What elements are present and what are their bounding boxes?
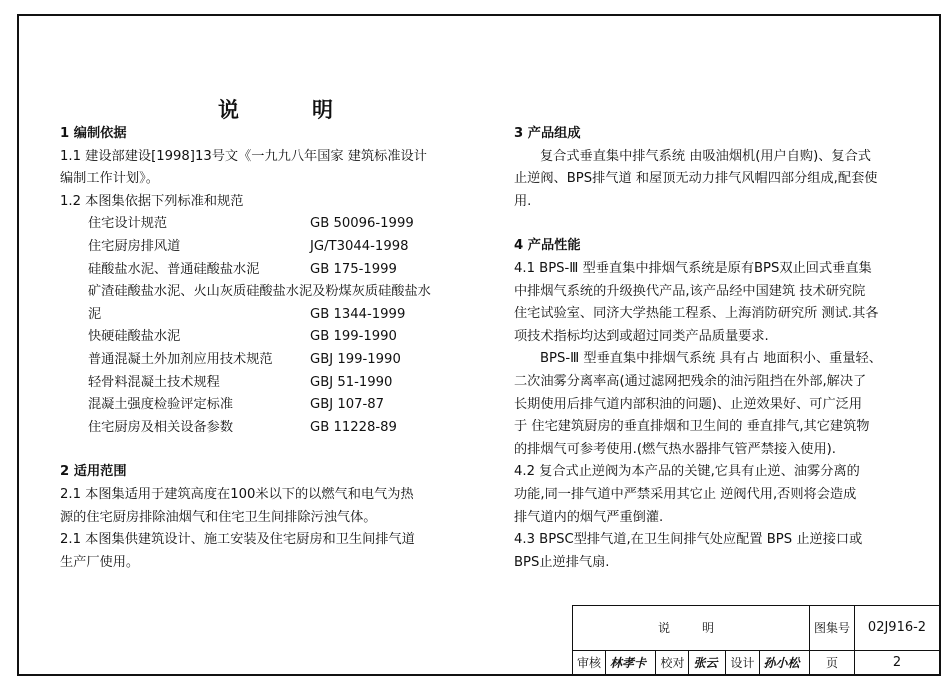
section-4-line: 4.1 BPS-Ⅲ 型垂直集中排烟气系统是原有BPS双止回式垂直集: [514, 260, 872, 276]
standard-name: 普通混凝土外加剂应用技术规范: [88, 351, 273, 367]
section-2-line: 源的住宅厨房排除油烟气和住宅卫生间排除污浊气体。: [60, 509, 377, 525]
item-1-1-line-1: 1.1 建设部建设[1998]13号文《一九九八年国家 建筑标准设计: [60, 148, 427, 164]
section-3-heading: 3 产品组成: [514, 126, 581, 141]
standard-name: 混凝土强度检验评定标准: [88, 397, 234, 413]
title-block: [572, 605, 940, 675]
design-label: 设计: [726, 650, 759, 674]
standard-row: [60, 304, 480, 327]
section-3-line: 用.: [514, 193, 532, 209]
standard-row: [60, 372, 480, 395]
standard-code: GB 199-1990: [310, 329, 397, 345]
standard-name: 矿渣硅酸盐水泥、火山灰质硅酸盐水泥及粉煤灰质硅酸盐水: [88, 284, 431, 300]
standard-code: GB 50096-1999: [310, 216, 414, 232]
item-4-2-line: 功能,同一排气道中严禁采用其它止 逆阀代用,否则将会造成: [514, 486, 857, 502]
standard-row: [60, 236, 480, 259]
standard-name: 泥: [88, 306, 102, 322]
standard-code: GB 175-1999: [310, 261, 397, 277]
section-3-line: 止逆阀、BPS排气道 和屋顶无动力排气风帽四部分组成,配套使: [514, 171, 878, 187]
section-4-para2-line: 长期使用后排气道内部积油的问题)、止逆效果好、可广泛用: [514, 396, 863, 412]
design-signature: 孙小松: [759, 650, 809, 674]
section-3-line: 复合式垂直集中排气系统 由吸油烟机(用户自购)、复合式: [540, 148, 871, 164]
standard-row: [60, 281, 480, 304]
standard-row: [60, 326, 480, 349]
section-1-heading: 1 编制依据: [60, 126, 127, 141]
page-number: 2: [855, 650, 940, 674]
section-4-para2-line: 的排烟气可参考使用.(燃气热水器排气管严禁接入使用).: [514, 441, 836, 457]
standard-name: 硅酸盐水泥、普通硅酸盐水泥: [88, 261, 260, 277]
page-title: 说 明: [218, 98, 359, 122]
item-1-1-line-2: 编制工作计划》。: [60, 171, 159, 187]
standard-row: [60, 349, 480, 372]
standard-name: 住宅厨房排风道: [88, 238, 181, 254]
standard-row: [60, 213, 480, 236]
section-4-heading: 4 产品性能: [514, 238, 581, 254]
right-column: [514, 123, 904, 574]
section-4-line: 住宅试验室、同济大学热能工程系、上海消防研究所 测试.其各: [514, 306, 879, 322]
standard-code: GB 1344-1999: [310, 306, 406, 322]
standard-code: GB 11228-89: [310, 419, 397, 435]
check-label: 校对: [656, 650, 689, 674]
section-2-line: 生产厂使用。: [60, 554, 140, 570]
section-4-para2-line: 于 住宅建筑厨房的垂直排烟和卫生间的 垂直排气,其它建筑物: [514, 419, 870, 435]
standard-name: 快硬硅酸盐水泥: [88, 329, 181, 345]
standard-code: GBJ 199-1990: [310, 351, 401, 367]
section-2-line: 2.1 本图集供建筑设计、施工安装及住宅厨房和卫生间排气道: [60, 532, 415, 548]
item-4-3-line: 4.3 BPSC型排气道,在卫生间排气处应配置 BPS 止逆接口或: [514, 532, 863, 548]
section-2-line: 2.1 本图集适用于建筑高度在100米以下的以燃气和电气为热: [60, 486, 414, 502]
section-4-para2-line: BPS-Ⅲ 型垂直集中排烟气系统 具有占 地面积小、重量轻、: [540, 351, 882, 367]
standard-row: [60, 417, 480, 440]
standard-code: JG/T3044-1998: [310, 238, 409, 254]
left-column: [60, 123, 480, 574]
standard-name: 轻骨料混凝土技术规程: [88, 374, 220, 390]
item-4-2-line: 4.2 复合式止逆阀为本产品的关键,它具有止逆、油雾分离的: [514, 464, 860, 480]
standard-row: [60, 394, 480, 417]
page-label: 页: [809, 650, 854, 674]
standard-code: GBJ 107-87: [310, 397, 385, 413]
standard-name: 住宅设计规范: [88, 216, 168, 232]
section-2-heading: 2 适用范围: [60, 464, 127, 480]
section-4-line: 项技术指标均达到或超过同类产品质量要求.: [514, 328, 769, 344]
atlas-number: 02J916-2: [855, 606, 940, 651]
item-4-3-line: BPS止逆排气扇.: [514, 554, 610, 570]
item-1-2: 1.2 本图集依据下列标准和规范: [60, 193, 244, 209]
standard-code: GBJ 51-1990: [310, 374, 393, 390]
section-4-para2-line: 二次油雾分离率高(通过滤网把残余的油污阻挡在外部,解决了: [514, 373, 867, 389]
standard-row: [60, 259, 480, 282]
atlas-label: 图集号: [809, 606, 854, 651]
section-4-line: 中排烟气系统的升级换代产品,该产品经中国建筑 技术研究院: [514, 283, 866, 299]
check-signature: 张云: [689, 650, 726, 674]
title-block-table: [572, 605, 940, 675]
standard-name: 住宅厨房及相关设备参数: [88, 419, 234, 435]
item-4-2-line: 排气道内的烟气严重倒灌.: [514, 509, 664, 525]
sheet-title: 说 明: [573, 606, 810, 651]
review-label: 审核: [573, 650, 606, 674]
review-signature: 林孝卡: [606, 650, 656, 674]
